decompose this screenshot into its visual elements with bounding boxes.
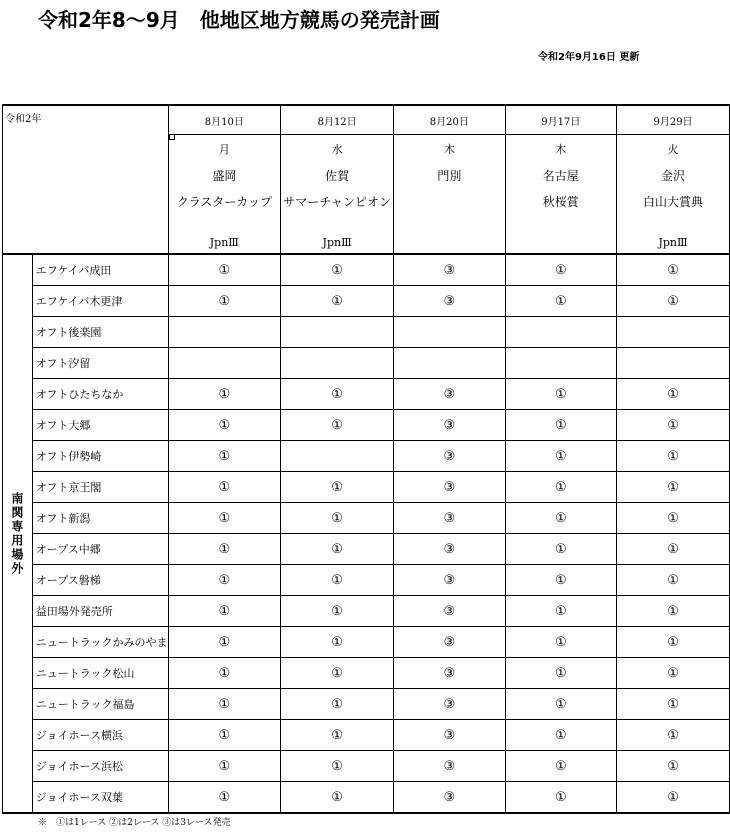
race-count-cell: ① [505,503,616,534]
race-count-cell: ① [168,503,281,534]
race-count-cell: ③ [394,472,505,503]
race-count-cell: ① [168,441,281,472]
race-count-cell [505,348,616,379]
race-count-cell [281,348,394,379]
race-count-cell: ① [505,441,616,472]
column-date: 9月29日 [617,105,730,135]
outlet-name: オフト後楽園 [32,317,168,348]
race-count-cell: ① [281,720,394,751]
page-title: 令和2年8〜9月 他地区地方競馬の発売計画 [38,8,440,32]
race-count-cell: ① [617,658,730,689]
outlet-name: オフト大郷 [32,410,168,441]
outlet-name: オフト京王閣 [32,472,168,503]
marker-icon [169,135,175,141]
group-label: 南関専用場外 [3,254,33,813]
table-row [3,565,730,596]
race-count-cell: ① [168,565,281,596]
race-count-cell: ③ [394,254,505,286]
race-count-cell: ① [505,689,616,720]
race-count-cell: ① [281,627,394,658]
column-venue: 佐賀 [281,162,394,188]
race-count-cell: ① [617,627,730,658]
race-count-cell: ③ [394,410,505,441]
race-count-cell: ① [281,782,394,814]
race-count-cell: ① [281,503,394,534]
table-row [3,720,730,751]
column-venue: 金沢 [617,162,730,188]
outlet-name: オープス磐梯 [32,565,168,596]
race-count-cell: ① [168,658,281,689]
corner-label: 令和2年 [3,105,169,254]
race-count-cell: ① [505,658,616,689]
race-count-cell: ① [505,410,616,441]
table-row [3,534,730,565]
race-count-cell: ① [617,379,730,410]
race-count-cell [168,317,281,348]
table-row [3,751,730,782]
race-count-cell: ① [168,689,281,720]
column-date: 9月17日 [505,105,616,135]
race-count-cell: ① [617,472,730,503]
race-count-cell: ① [505,751,616,782]
column-grade: JpnⅢ [617,231,730,254]
outlet-name: ジョイホース横浜 [32,720,168,751]
race-count-cell: ① [168,379,281,410]
column-race: 白山大賞典 [617,188,730,215]
race-count-cell: ① [168,596,281,627]
outlet-name: ジョイホース双葉 [32,782,168,814]
race-count-cell: ① [617,689,730,720]
column-weekday: 木 [394,135,505,163]
race-count-cell: ③ [394,751,505,782]
race-count-cell [617,317,730,348]
table-row [3,627,730,658]
race-count-cell: ① [617,254,730,286]
race-count-cell: ① [281,565,394,596]
column-race: クラスターカップ [168,188,281,215]
race-count-cell: ① [505,627,616,658]
column-date: 8月20日 [394,105,505,135]
column-weekday [168,135,281,163]
table-row [3,441,730,472]
table-row [3,658,730,689]
race-count-cell: ① [281,286,394,317]
race-count-cell: ③ [394,627,505,658]
race-count-cell: ① [505,565,616,596]
race-count-cell: ① [617,782,730,814]
race-count-cell [394,348,505,379]
table-row [3,348,730,379]
race-count-cell: ① [281,379,394,410]
race-count-cell: ① [168,472,281,503]
table-row [3,503,730,534]
race-count-cell [168,348,281,379]
race-count-cell: ① [168,627,281,658]
race-count-cell: ③ [394,565,505,596]
race-count-cell [505,317,616,348]
race-count-cell: ③ [394,720,505,751]
column-race: サマーチャンピオン [281,188,394,215]
header-date-row [3,105,730,135]
outlet-name: オフトひたちなか [32,379,168,410]
race-count-cell: ① [281,410,394,441]
race-count-cell: ① [168,751,281,782]
race-count-cell: ① [505,379,616,410]
race-count-cell: ① [168,782,281,814]
race-count-cell: ① [505,472,616,503]
column-venue: 盛岡 [168,162,281,188]
table-row [3,689,730,720]
race-count-cell: ① [505,720,616,751]
table-row [3,286,730,317]
race-count-cell: ① [168,534,281,565]
column-grade [505,231,616,254]
race-count-cell: ③ [394,379,505,410]
column-weekday: 火 [617,135,730,163]
column-weekday: 木 [505,135,616,163]
race-count-cell: ① [168,720,281,751]
column-weekday: 水 [281,135,394,163]
race-count-cell [617,348,730,379]
table-row [3,410,730,441]
outlet-name: ニュートラック福島 [32,689,168,720]
race-count-cell: ① [505,596,616,627]
table-row [3,782,730,814]
column-grade: JpnⅢ [168,231,281,254]
race-count-cell: ③ [394,596,505,627]
race-count-cell: ③ [394,689,505,720]
race-count-cell: ① [617,534,730,565]
race-count-cell [394,317,505,348]
column-venue: 門別 [394,162,505,188]
outlet-name: エフケイバ木更津 [32,286,168,317]
footnote: ※ ①は1レース ②は2レース ③は3レース発売 [38,818,231,828]
column-grade [394,231,505,254]
race-count-cell: ① [617,565,730,596]
race-count-cell: ① [505,286,616,317]
outlet-name: ジョイホース浜松 [32,751,168,782]
race-count-cell: ① [168,410,281,441]
race-count-cell: ① [281,751,394,782]
race-count-cell: ① [281,658,394,689]
updated-date: 令和2年9月16日 更新 [538,52,640,63]
column-race [394,188,505,215]
table-row [3,472,730,503]
column-date: 8月12日 [281,105,394,135]
race-count-cell: ③ [394,658,505,689]
race-count-cell [281,441,394,472]
race-count-cell: ① [617,596,730,627]
table-row [3,317,730,348]
outlet-name: オフト伊勢崎 [32,441,168,472]
column-race: 秋桜賞 [505,188,616,215]
race-count-cell: ① [281,534,394,565]
sales-plan-table [2,104,730,814]
race-count-cell: ① [617,503,730,534]
outlet-name: ニュートラック松山 [32,658,168,689]
race-count-cell: ① [617,751,730,782]
table-row [3,379,730,410]
table-row [3,254,730,286]
race-count-cell: ① [617,441,730,472]
race-count-cell: ③ [394,286,505,317]
column-venue: 名古屋 [505,162,616,188]
race-count-cell: ① [505,782,616,814]
outlet-name: オフト汐留 [32,348,168,379]
weekday-text: 月 [218,142,230,156]
outlet-name: オープス中郷 [32,534,168,565]
race-count-cell: ③ [394,534,505,565]
race-count-cell: ③ [394,441,505,472]
outlet-name: エフケイバ成田 [32,254,168,286]
race-count-cell: ① [281,689,394,720]
race-count-cell: ① [617,286,730,317]
table-row [3,596,730,627]
race-count-cell: ① [617,720,730,751]
race-count-cell: ① [281,254,394,286]
outlet-name: ニュートラックかみのやま [32,627,168,658]
race-count-cell: ① [281,596,394,627]
outlet-name: 益田場外発売所 [32,596,168,627]
race-count-cell: ① [505,534,616,565]
race-count-cell: ① [168,254,281,286]
race-count-cell: ① [281,472,394,503]
race-count-cell: ① [617,410,730,441]
race-count-cell [281,317,394,348]
race-count-cell: ③ [394,782,505,814]
outlet-name: オフト新潟 [32,503,168,534]
race-count-cell: ① [168,286,281,317]
race-count-cell: ① [505,254,616,286]
column-date: 8月10日 [168,105,281,135]
column-grade: JpnⅢ [281,231,394,254]
race-count-cell: ③ [394,503,505,534]
